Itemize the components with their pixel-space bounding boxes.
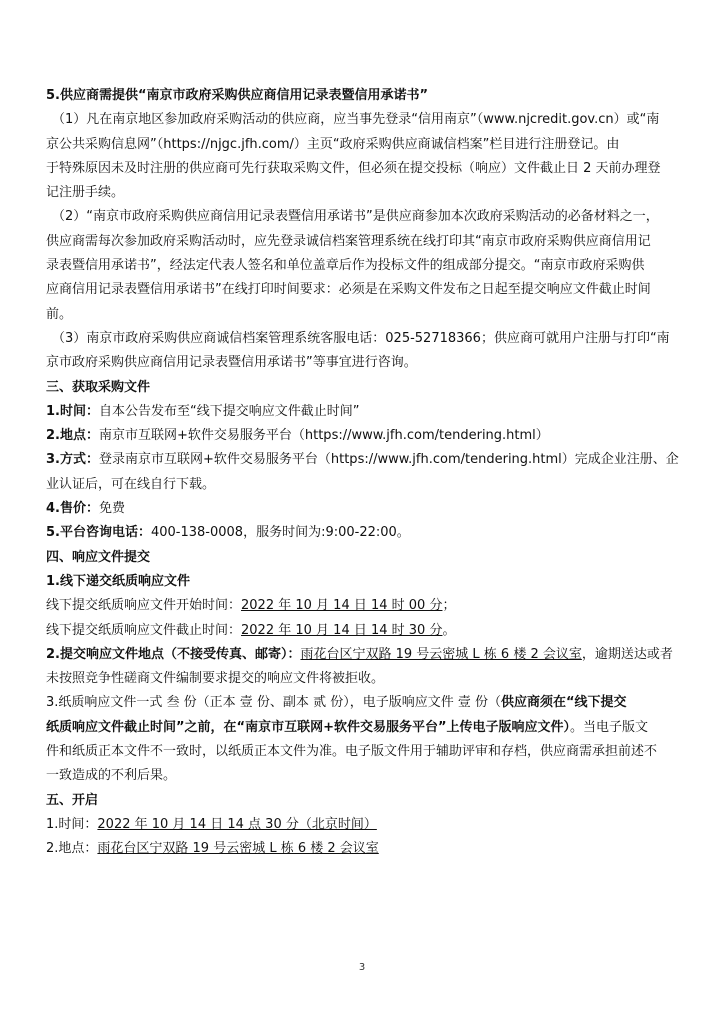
opening-time-value: 2022 年 10 月 14 日 14 点 30 分（北京时间） xyxy=(97,816,377,832)
paragraph-3-line-2: 京市政府采购供应商信用记录表暨信用承诺书”等事宜进行咨询。 xyxy=(46,355,417,371)
acquire-place xyxy=(46,424,682,448)
paragraph-3-line-1: （3）南京市政府采购供应商诚信档案管理系统客服电话：025-52718366；供应商可就用户注册与打印“南 xyxy=(52,330,670,346)
paragraph-2-line-1: （2）“南京市政府采购供应商信用记录表暨信用承诺书”是供应商参加本次政府采购活动的必备材料之一， xyxy=(52,209,659,225)
submit-end-value: 2022 年 10 月 14 日 14 时 30 分 xyxy=(241,622,443,638)
submit-end-end: 。 xyxy=(442,622,456,638)
submit-end-label: 线下提交纸质响应文件截止时间： xyxy=(46,622,242,638)
acquire-time-value: 自本公告发布至“线下提交响应文件截止时间” xyxy=(98,403,360,419)
opening-place-label: 2.地点： xyxy=(46,841,98,857)
copies-line-4: 一致造成的不利后果。 xyxy=(46,768,177,784)
submit-place-label: 2.提交响应文件地点（不接受传真、邮寄）： xyxy=(46,646,301,662)
submit-start-time xyxy=(46,594,682,618)
copies-line-2 xyxy=(46,716,682,740)
paragraph-1-line-3: 于特殊原因未及时注册的供应商可先行获取采购文件，但必须在提交投标（响应）文件截止日 2 天前办理登 xyxy=(46,160,661,176)
page-number: 3 xyxy=(358,962,366,973)
submit-place-value: 雨花台区宁双路 19 号云密城 L 栋 6 楼 2 会议室 xyxy=(300,646,582,662)
copies-line-1-b: 供应商须在“线下提交 xyxy=(500,695,627,711)
acquire-price-value: 免费 xyxy=(98,501,125,517)
opening-time-label: 1.时间： xyxy=(46,816,98,832)
acquire-method-line-2: 业认证后，可在线自行下载。 xyxy=(46,476,216,492)
platform-hotline xyxy=(46,521,682,545)
opening-time xyxy=(46,813,682,837)
submit-place xyxy=(46,643,682,667)
acquire-method xyxy=(46,448,682,472)
document-body xyxy=(46,84,682,862)
paragraph-2-line-5: 前。 xyxy=(46,306,73,322)
submit-place-line-2: 未按照竞争性磋商文件编制要求提交的响应文件将被拒收。 xyxy=(46,671,385,687)
opening-place xyxy=(46,837,682,861)
submit-start-end: ； xyxy=(442,598,456,614)
paragraph-2-line-3: 录表暨信用承诺书”，经法定代表人签名和单位盖章后作为投标文件的组成部分提交。“南京市政府采购供 xyxy=(46,258,645,274)
section5b-heading: 五、开启 xyxy=(46,792,99,808)
copies-line-2-b: 。当电子版文 xyxy=(570,719,649,735)
acquire-method-value: 登录南京市互联网+软件交易服务平台（https://www.jfh.com/tendering.html）完成企业注册、企 xyxy=(98,452,679,468)
acquire-price xyxy=(46,497,682,521)
submit-place-tail: ，逾期送达或者 xyxy=(581,646,673,662)
copies-line-3: 件和纸质正本文件不一致时，以纸质正本文件为准。电子版文件用于辅助评审和存档，供应商需承担前述不 xyxy=(46,744,658,760)
copies-line-1 xyxy=(46,691,682,715)
copies-line-1-a: 3.纸质响应文件一式 叁 份（正本 壹 份、副本 贰 份），电子版响应文件 壹 份（ xyxy=(46,695,501,711)
paragraph-1-line-2: 京公共采购信息网”（https://njgc.jfh.com/）主页“政府采购供应商诚信档案”栏目进行注册登记。由 xyxy=(46,136,620,152)
submit-start-label: 线下提交纸质响应文件开始时间： xyxy=(46,598,242,614)
opening-place-value: 雨花台区宁双路 19 号云密城 L 栋 6 楼 2 会议室 xyxy=(97,841,379,857)
paragraph-1-line-1: （1）凡在南京地区参加政府采购活动的供应商，应当事先登录“信用南京”（www.njcredit.gov.cn）或“南 xyxy=(52,112,660,128)
platform-hotline-label: 5.平台咨询电话： xyxy=(46,525,151,541)
acquire-method-label: 3.方式： xyxy=(46,452,99,468)
paragraph-2-line-2: 供应商需每次参加政府采购活动时，应先登录诚信档案管理系统在线打印其“南京市政府采购供应商信用记 xyxy=(46,233,651,249)
acquire-price-label: 4.售价： xyxy=(46,501,99,517)
submit-end-time xyxy=(46,619,682,643)
paragraph-1-line-4: 记注册手续。 xyxy=(46,185,125,201)
acquire-place-label: 2.地点： xyxy=(46,428,99,444)
section4-heading: 四、响应文件提交 xyxy=(46,549,151,565)
platform-hotline-value: 400-138-0008，服务时间为:9:00-22:00。 xyxy=(150,525,410,541)
section3-heading: 三、获取采购文件 xyxy=(46,379,151,395)
acquire-time xyxy=(46,400,682,424)
section5-title: 5.供应商需提供“南京市政府采购供应商信用记录表暨信用承诺书” xyxy=(46,88,429,103)
section4-subheading-1: 1.线下递交纸质响应文件 xyxy=(46,573,190,589)
acquire-time-label: 1.时间： xyxy=(46,403,99,419)
copies-line-2-a: 纸质响应文件截止时间”之前，在“南京市互联网+软件交易服务平台”上传电子版响应文件） xyxy=(46,719,571,735)
acquire-place-value: 南京市互联网+软件交易服务平台（https://www.jfh.com/tendering.html） xyxy=(98,428,549,444)
submit-start-value: 2022 年 10 月 14 日 14 时 00 分 xyxy=(241,598,443,614)
paragraph-2-line-4: 应商信用记录表暨信用承诺书”在线打印时间要求：必须是在采购文件发布之日起至提交响应文件截止时间 xyxy=(46,282,651,298)
